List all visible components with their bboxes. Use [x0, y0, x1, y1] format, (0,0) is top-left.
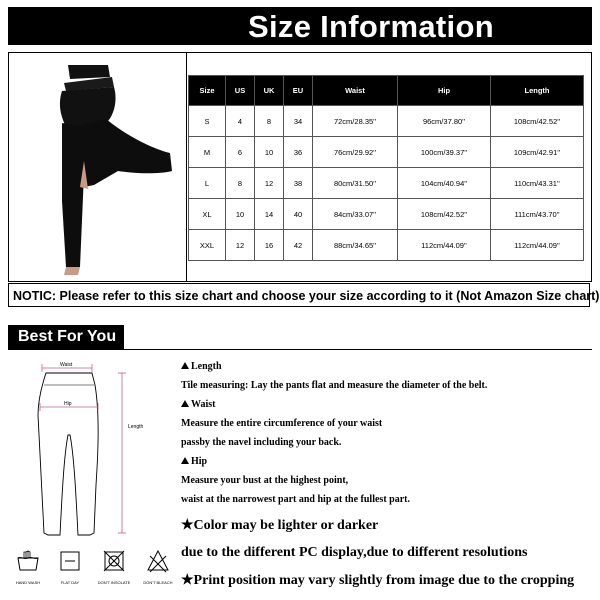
do-not-bleach-icon [145, 548, 171, 574]
table-cell: 111cm/43.70'' [491, 199, 584, 230]
column-header-uk: UK [255, 76, 284, 106]
column-header-eu: EU [284, 76, 313, 106]
hip-label: Hip [64, 401, 72, 407]
color-note-1: ★Color may be lighter or darker [181, 518, 379, 533]
size-chart-notice: NOTIC: Please refer to this size chart and choose your size according to it (Not Amazon Size chart) [8, 283, 590, 307]
table-cell: 12 [255, 168, 284, 199]
column-header-length: Length [491, 76, 584, 106]
waist-heading-row [181, 399, 215, 410]
table-cell: 104cm/40.94'' [398, 168, 491, 199]
size-information-banner [8, 7, 592, 45]
length-measure-line [118, 373, 126, 533]
care-icons-row [8, 548, 178, 598]
table-cell: 42 [284, 230, 313, 261]
table-row [189, 106, 584, 137]
waist-heading: Waist [191, 399, 216, 410]
waist-label: Waist [60, 362, 73, 368]
table-cell: 14 [255, 199, 284, 230]
best-for-you-label: Best For You [8, 325, 124, 349]
care-item [138, 548, 178, 585]
print-note: ★Print position may vary slightly from image due to the cropping [181, 573, 575, 588]
care-item [50, 548, 90, 585]
table-cell: M [189, 137, 226, 168]
table-cell: 34 [284, 106, 313, 137]
table-cell: 109cm/42.91'' [491, 137, 584, 168]
table-row [189, 137, 584, 168]
table-cell: 72cm/28.35'' [313, 106, 398, 137]
care-item [94, 548, 134, 585]
do-not-insolate-icon [101, 548, 127, 574]
flat-dry-icon [57, 548, 83, 574]
table-cell: 8 [226, 168, 255, 199]
table-cell: L [189, 168, 226, 199]
column-header-us: US [226, 76, 255, 106]
table-cell: 110cm/43.31'' [491, 168, 584, 199]
table-cell: 10 [226, 199, 255, 230]
table-cell: XL [189, 199, 226, 230]
size-table [188, 75, 584, 261]
table-cell: XXL [189, 230, 226, 261]
table-cell: 96cm/37.80'' [398, 106, 491, 137]
column-header-size: Size [189, 76, 226, 106]
column-header-waist: Waist [313, 76, 398, 106]
table-cell: 36 [284, 137, 313, 168]
length-text: Tile measuring: Lay the pants flat and measure the diameter of the belt. [181, 380, 488, 391]
table-cell: 76cm/29.92'' [313, 137, 398, 168]
table-cell: 112cm/44.09'' [398, 230, 491, 261]
table-cell: 10 [255, 137, 284, 168]
table-cell: 100cm/39.37'' [398, 137, 491, 168]
size-table-header-row [189, 76, 584, 106]
hip-text-2: waist at the narrowest part and hip at the fullest part. [181, 494, 410, 505]
table-cell: 108cm/42.52'' [398, 199, 491, 230]
color-note-2: due to the different PC display,due to different resolutions [181, 545, 528, 560]
length-label: Length [128, 424, 144, 430]
table-cell: 88cm/34.65'' [313, 230, 398, 261]
table-cell: 12 [226, 230, 255, 261]
table-cell: 84cm/33.07'' [313, 199, 398, 230]
table-row [189, 230, 584, 261]
table-cell: 112cm/44.09'' [491, 230, 584, 261]
hand-wash-icon [15, 548, 41, 574]
length-heading-row [181, 361, 222, 372]
hip-heading: Hip [191, 456, 208, 467]
banner-title: Size Information [248, 9, 494, 44]
pants-outline [38, 373, 98, 535]
table-cell: 80cm/31.50'' [313, 168, 398, 199]
column-header-hip: Hip [398, 76, 491, 106]
table-cell: 108cm/42.52'' [491, 106, 584, 137]
table-row [189, 199, 584, 230]
table-cell: 8 [255, 106, 284, 137]
panel-divider [186, 53, 187, 281]
model-photo [44, 61, 179, 277]
waist-text-1: Measure the entire circumference of your waist [181, 418, 383, 429]
table-row [189, 168, 584, 199]
table-cell: 40 [284, 199, 313, 230]
care-label: DON'T BLEACH [143, 580, 173, 585]
table-cell: 16 [255, 230, 284, 261]
table-cell: S [189, 106, 226, 137]
section-divider [8, 349, 592, 350]
hip-heading-row [181, 456, 207, 467]
table-cell: 38 [284, 168, 313, 199]
hip-text-1: Measure your bust at the highest point, [181, 475, 349, 486]
care-item [8, 548, 48, 585]
care-label: FLAT DAY [60, 580, 80, 585]
length-heading: Length [191, 361, 222, 372]
triangle-icon [181, 362, 189, 369]
table-cell: 4 [226, 106, 255, 137]
table-cell: 6 [226, 137, 255, 168]
care-label: DON'T INSOLATE [97, 580, 131, 585]
care-label: HAND WASH [15, 580, 41, 585]
triangle-icon [181, 457, 189, 464]
triangle-icon [181, 400, 189, 407]
waist-text-2: passby the navel including your back. [181, 437, 342, 448]
